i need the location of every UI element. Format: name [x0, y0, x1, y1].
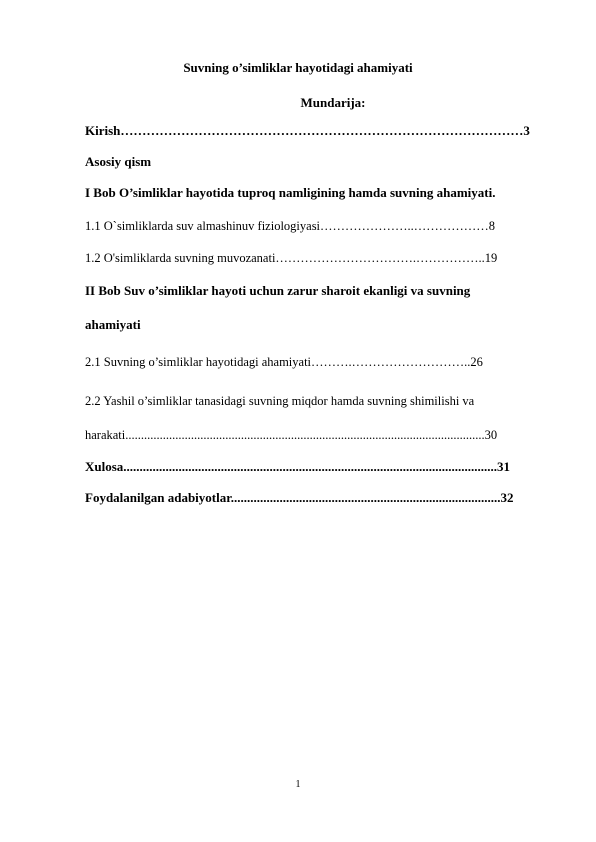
- toc-entry-1-1: 1.1 O`simliklarda suv almashinuv fiziologiyasi…………………..………………8: [85, 219, 496, 233]
- toc-heading: Mundarija:: [300, 95, 366, 110]
- toc-entry-1-2: 1.2 O'simliklarda suvning muvozanati…………………………….……………..19: [85, 251, 498, 265]
- toc-entry-adabiyotlar: Foydalanilgan adabiyotlar...................................................................................32: [85, 490, 514, 505]
- toc-entry-2-1: 2.1 Suvning o’simliklar hayotidagi ahamiyati……….………………………..26: [85, 355, 483, 369]
- toc-entry-kirish: Kirish…………………………………………………………………………………3: [85, 123, 530, 138]
- toc-entry-2-2-line1: 2.2 Yashil o’simliklar tanasidagi suvning miqdor hamda suvning shimilishi va: [85, 394, 475, 408]
- page-number: 1: [295, 779, 301, 790]
- document-title: Suvning o’simliklar hayotidagi ahamiyati: [183, 60, 413, 75]
- chapter-2-heading-line1: II Bob Suv o’simliklar hayoti uchun zarur sharoit ekanligi va suvning: [85, 283, 471, 298]
- toc-entry-2-2-line2: harakati...................................................................................................................30: [85, 428, 498, 442]
- chapter-2-heading-line2: ahamiyati: [85, 317, 141, 332]
- chapter-1-heading: I Bob O’simliklar hayotida tuproq namligining hamda suvning ahamiyati.: [85, 185, 496, 200]
- section-heading-asosiy-qism: Asosiy qism: [85, 154, 152, 169]
- toc-entry-xulosa: Xulosa...................................................................................................................31: [85, 459, 511, 474]
